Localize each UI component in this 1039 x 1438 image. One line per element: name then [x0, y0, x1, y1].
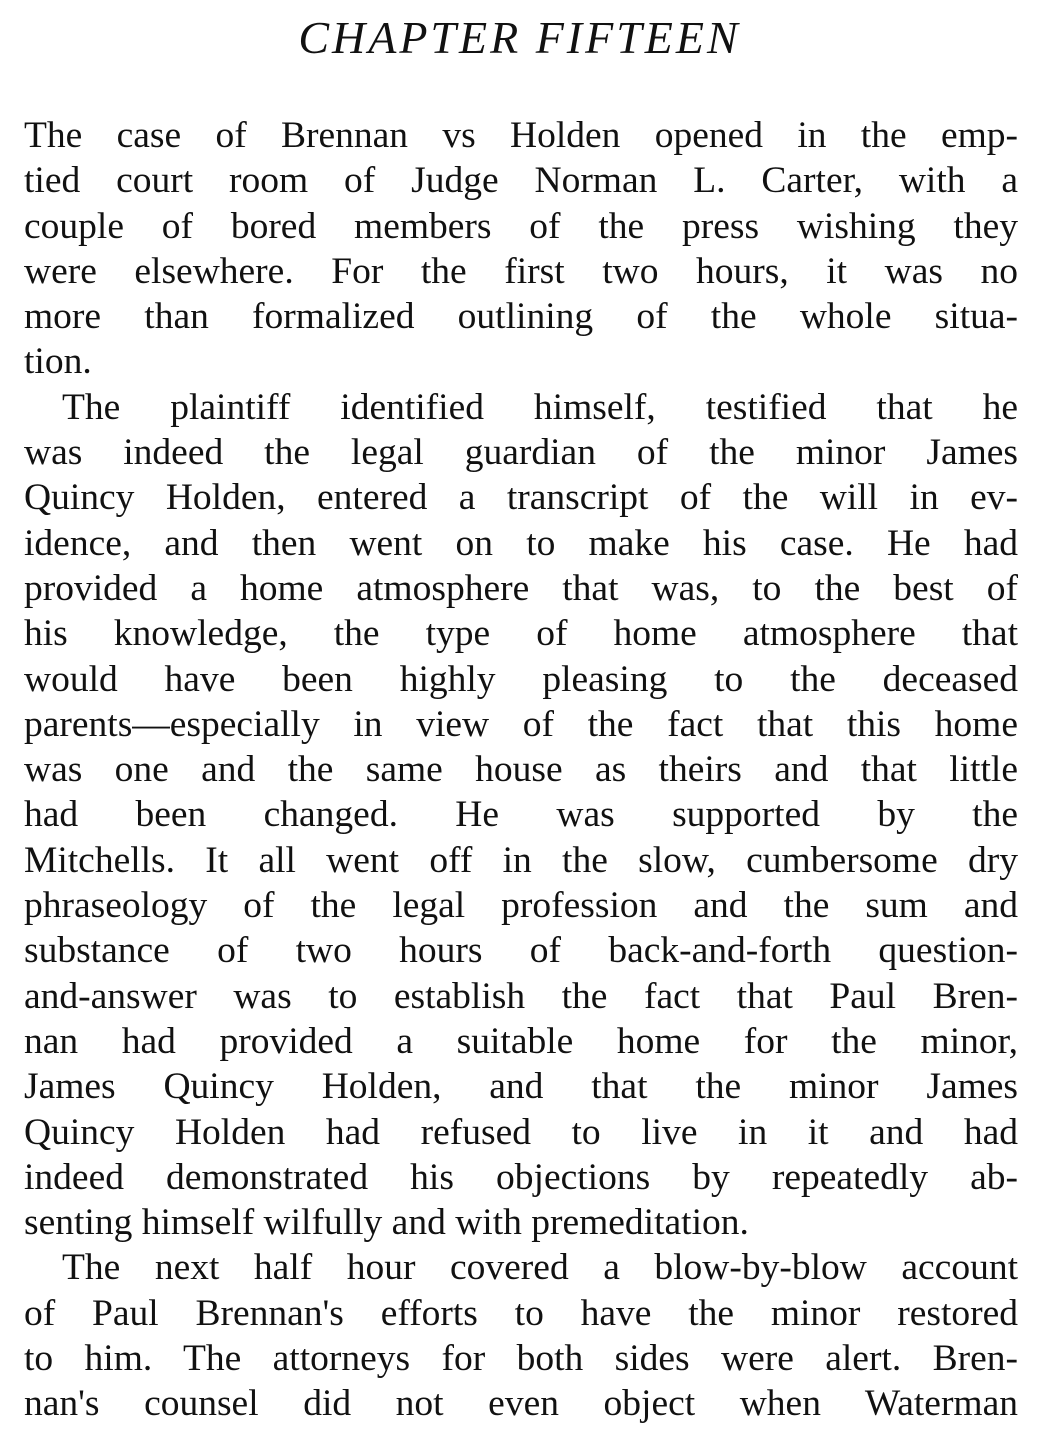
text-line: Mitchells. It all went off in the slow, cumbersome dry	[24, 839, 1018, 881]
text-line: nan had provided a suitable home for the minor,	[24, 1020, 1018, 1062]
text-line: Quincy Holden, entered a transcript of the will in ev-	[24, 477, 1018, 519]
paragraph	[24, 113, 1018, 385]
text-line: The plaintiff identified himself, testified that he	[62, 386, 1018, 428]
text-line: tion.	[24, 341, 92, 383]
text-line: The case of Brennan vs Holden opened in the emp-	[24, 115, 1018, 156]
text-line: nan's counsel did not even object when Waterman	[24, 1383, 1018, 1425]
paragraph	[24, 1245, 1018, 1426]
paragraph	[24, 385, 1018, 1246]
chapter-title: CHAPTER FIFTEEN	[298, 12, 741, 63]
text-line: provided a home atmosphere that was, to the best of	[24, 567, 1018, 609]
chapter-body	[24, 113, 1018, 1427]
text-line: more than formalized outlining of the whole situa-	[24, 296, 1018, 338]
text-line: and-answer was to establish the fact that Paul Bren-	[24, 975, 1018, 1017]
text-line: The next half hour covered a blow-by-blow account	[62, 1247, 1018, 1289]
text-line: tied court room of Judge Norman L. Carter, with a	[24, 160, 1018, 202]
text-line: parents—especially in view of the fact that this home	[24, 703, 1018, 745]
text-line: of Paul Brennan's efforts to have the minor restored	[24, 1292, 1018, 1334]
text-line: idence, and then went on to make his case. He had	[24, 522, 1018, 564]
text-line: substance of two hours of back-and-forth question-	[24, 930, 1018, 972]
text-line: phraseology of the legal profession and the sum and	[24, 885, 1018, 927]
text-line: were elsewhere. For the first two hours, it was no	[24, 250, 1018, 292]
text-line: would have been highly pleasing to the deceased	[24, 658, 1018, 700]
text-line: couple of bored members of the press wishing they	[24, 205, 1018, 247]
text-line: senting himself wilfully and with premeditation.	[24, 1202, 749, 1244]
text-line: Quincy Holden had refused to live in it and had	[24, 1111, 1018, 1153]
text-line: had been changed. He was supported by the	[24, 794, 1018, 836]
text-line: his knowledge, the type of home atmosphere that	[24, 613, 1018, 655]
text-line: to him. The attorneys for both sides were alert. Bren-	[24, 1338, 1018, 1380]
text-line: was indeed the legal guardian of the minor James	[24, 432, 1018, 474]
text-line: indeed demonstrated his objections by repeatedly ab-	[24, 1156, 1018, 1198]
text-line: was one and the same house as theirs and that little	[24, 749, 1018, 791]
text-line: James Quincy Holden, and that the minor James	[24, 1066, 1018, 1108]
